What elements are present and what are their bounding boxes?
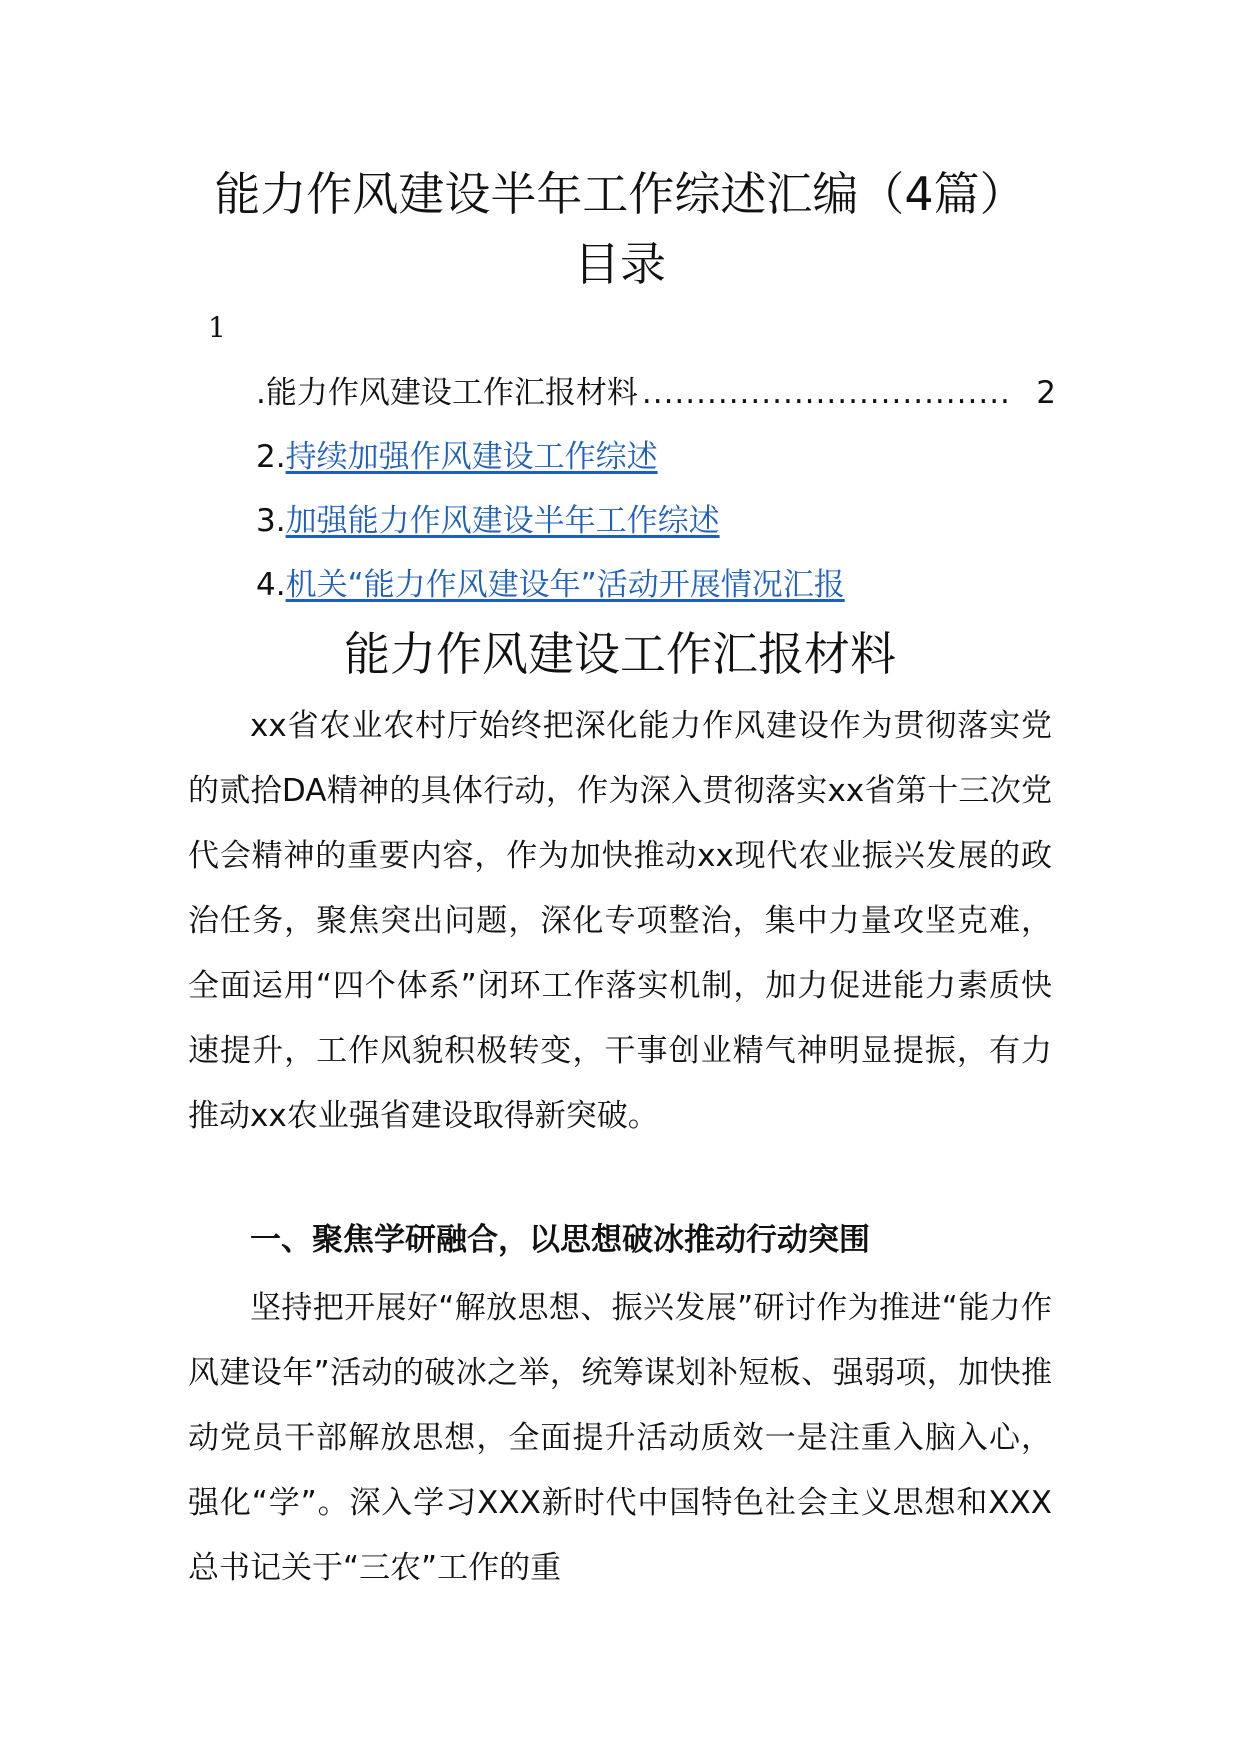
toc-link-4[interactable]: 机关“能力作风建设年”活动开展情况汇报	[285, 567, 845, 603]
body-paragraph-1: xx省农业农村厅始终把深化能力作风建设作为贯彻落实党的贰拾DA精神的具体行动，作为深入贯彻落实xx省第十三次党代会精神的重要内容，作为加快推动xx现代农业振兴发展的政治任务，聚焦突出问题，深化专项整治，集中力量攻坚克难，全面运用“四个体系”闭环工作落实机制，加力促进能力素质快速提升，工作风貌积极转变，干事创业精气神明显提振，有力推动xx农业强省建设取得新突破。	[188, 708, 1052, 1134]
toc-entry-4	[256, 562, 845, 608]
body-paragraph-2: 坚持把开展好“解放思想、振兴发展”研讨作为推进“能力作风建设年”活动的破冰之举，统筹谋划补短板、强弱项，加快推动党员干部解放思想，全面提升活动质效一是注重入脑入心，强化“学”。深入学习XXX新时代中国特色社会主义思想和XXX总书记关于“三农”工作的重	[188, 1290, 1052, 1586]
toc-entry-label: 能力作风建设工作汇报材料	[265, 375, 638, 411]
toc-leader-dots: ..................................	[641, 375, 1011, 411]
toc-entry-prefix: 3.	[256, 503, 286, 539]
subsection-heading-1: 一、聚焦学研融合，以思想破冰推动行动突围	[250, 1222, 870, 1258]
toc-entry-page: 2	[1036, 375, 1056, 411]
toc-entry-prefix: 4.	[256, 567, 286, 603]
document-title: 能力作风建设半年工作综述汇编（4篇）	[214, 167, 1026, 221]
toc-entry-3	[256, 498, 720, 544]
toc-entry-prefix: 2.	[256, 439, 286, 475]
toc-entry-1[interactable]	[256, 370, 1056, 416]
toc-heading: 目录	[574, 237, 666, 291]
toc-link-3[interactable]: 加强能力作风建设半年工作综述	[285, 503, 720, 539]
section-title: 能力作风建设工作汇报材料	[344, 627, 896, 681]
toc-link-2[interactable]: 持续加强作风建设工作综述	[285, 439, 658, 475]
page-marker: 1	[208, 311, 226, 344]
toc-entry-2	[256, 434, 658, 480]
toc-entry-prefix: .	[256, 375, 266, 411]
